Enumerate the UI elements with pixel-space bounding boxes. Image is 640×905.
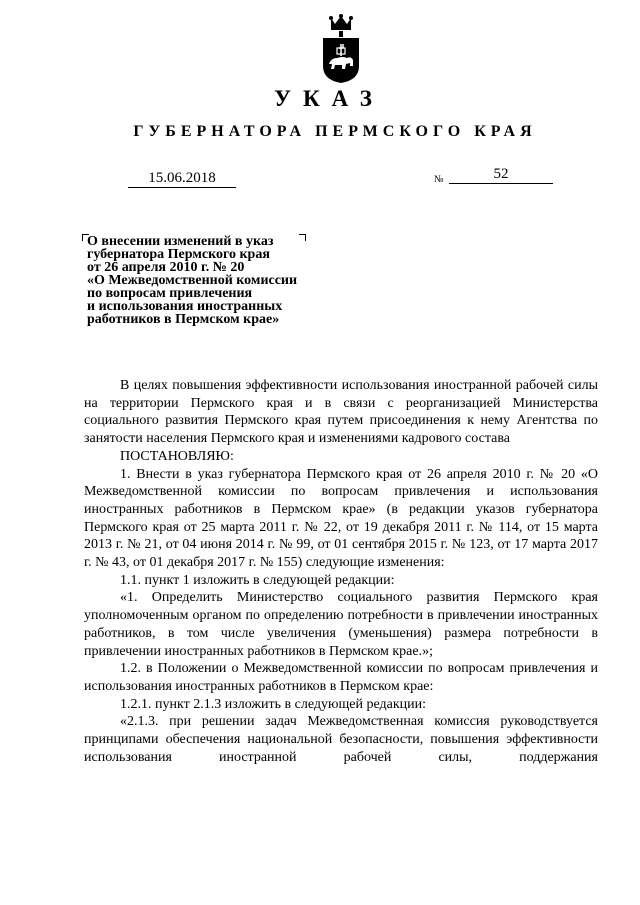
body-paragraph-resolve: ПОСТАНОВЛЯЮ:	[120, 448, 234, 464]
body-paragraph-quote-1: «1. Определить Министерство социального развития Пермского края уполномоченным органом по определению потребности в привлечении иностранных работников, в том числе увеличения (уменьшения) размера потребности в привлечении иностранных работников в Пермском крае.»;	[84, 590, 598, 659]
subject-line: «О Межведомственной комиссии	[87, 273, 298, 288]
document-title: УКАЗ	[274, 86, 384, 111]
number-label: №	[434, 174, 444, 185]
document-subject	[87, 235, 327, 326]
subject-line: работников в Пермском крае»	[87, 312, 280, 327]
subject-line: по вопросам привлечения	[87, 286, 253, 301]
document-date: 15.06.2018	[128, 170, 236, 188]
coat-of-arms-emblem	[317, 14, 365, 84]
issuing-authority: ГУБЕРНАТОРА ПЕРМСКОГО КРАЯ	[133, 123, 537, 140]
subject-line: губернатора Пермского края	[87, 247, 270, 262]
body-paragraph-preamble: В целях повышения эффективности использования иностранной рабочей силы на территории Пермского края и в связи с реорганизацией Министерства социального развития Пермского края путем присоединения к нему Агентства по занятости населения Пермского края и изменениями кадрового состава	[84, 378, 598, 447]
body-paragraph-quote-2-1-3: «2.1.3. при решении задач Межведомственная комиссия руководствуется принципами обеспечения национальной безопасности, повышения эффективности использования иностранной рабочей силы, поддержания	[84, 714, 598, 765]
subject-line: и использования иностранных	[87, 299, 283, 314]
body-paragraph-item-1: 1. Внести в указ губернатора Пермского края от 26 апреля 2010 г. № 20 «О Межведомственной комиссии по вопросам привлечения и использования иностранных работников в Пермском крае» (в редакции указов губернатора Пермского края от 25 марта 2011 г. № 22, от 19 декабря 2011 г. № 114, от 15 марта 2013 г. № 21, от 04 июня 2014 г. № 99, от 01 сентября 2015 г. № 123, от 17 марта 2017 г. № 43, от 01 декабря 2017 г. № 155) следующие изменения:	[84, 466, 598, 571]
body-paragraph-item-1-1: 1.1. пункт 1 изложить в следующей редакции:	[120, 572, 395, 588]
subject-line: О внесении изменений в указ	[87, 234, 274, 249]
document-number: 52	[449, 166, 553, 184]
document-body	[84, 377, 598, 766]
body-paragraph-item-1-2: 1.2. в Положении о Межведомственной комиссии по вопросам привлечения и использования иностранных работников в Пермском крае:	[84, 661, 598, 694]
subject-line: от 26 апреля 2010 г. № 20	[87, 260, 245, 275]
body-paragraph-item-1-2-1: 1.2.1. пункт 2.1.3 изложить в следующей редакции:	[120, 696, 426, 712]
